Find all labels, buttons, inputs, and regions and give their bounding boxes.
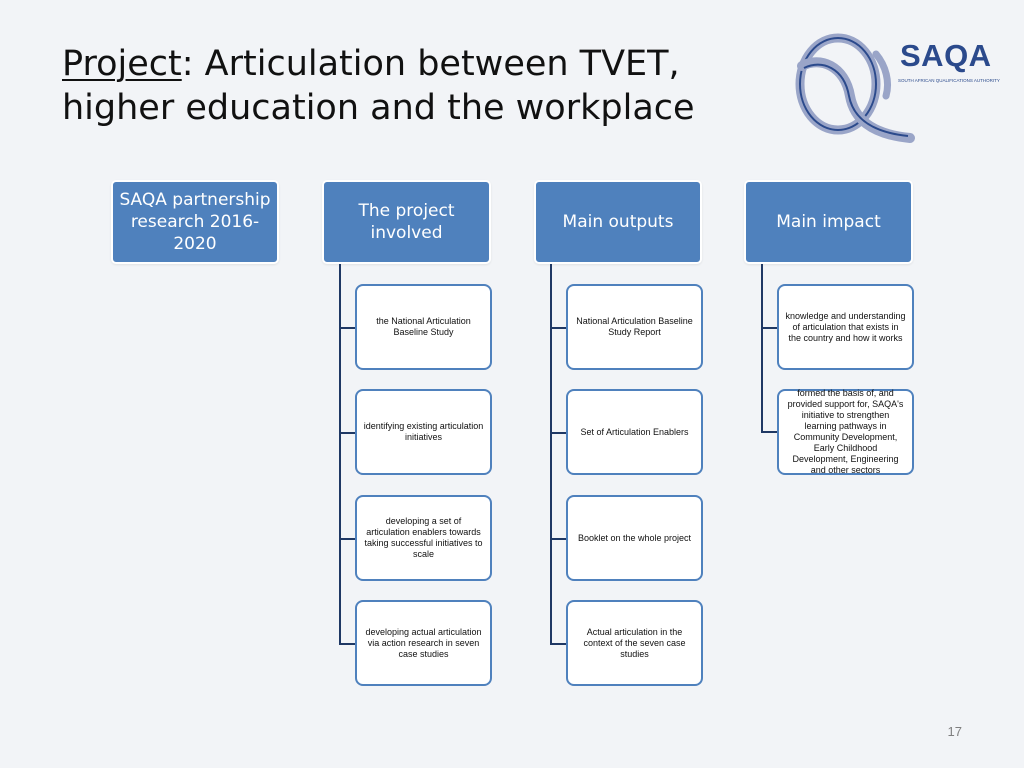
output-item-actual-articulation: Actual articulation in the context of the seven case studies [566, 600, 703, 686]
connector-branch [550, 538, 566, 540]
connector-branch [761, 431, 777, 433]
header-main-outputs: Main outputs [534, 180, 702, 264]
connector-branch [339, 643, 355, 645]
header-main-impact: Main impact [744, 180, 913, 264]
connector-branch [550, 432, 566, 434]
impact-item-knowledge: knowledge and understanding of articulation that exists in the country and how it works [777, 284, 914, 370]
logo-tagline: SOUTH AFRICAN QUALIFICATIONS AUTHORITY [898, 78, 1000, 83]
connector-vertical-project [339, 264, 341, 644]
header-saqa-partnership: SAQA partnership research 2016-2020 [111, 180, 279, 264]
project-item-developing-enablers: developing a set of articulation enablers towards taking successful initiatives to scale [355, 495, 492, 581]
slide-title [62, 42, 762, 130]
output-item-enablers: Set of Articulation Enablers [566, 389, 703, 475]
connector-branch [339, 327, 355, 329]
connector-vertical-impact [761, 264, 763, 433]
logo-wordmark: SAQA [900, 38, 992, 73]
slide-title-rest: : Articulation between TVET, higher education and the workplace [62, 44, 695, 128]
saqa-logo [790, 26, 1000, 150]
project-item-action-research: developing actual articulation via action research in seven case studies [355, 600, 492, 686]
connector-branch [339, 432, 355, 434]
connector-branch [761, 327, 777, 329]
slide-title-project: Project [62, 44, 182, 84]
project-item-identifying-initiatives: identifying existing articulation initiatives [355, 389, 492, 475]
output-item-booklet: Booklet on the whole project [566, 495, 703, 581]
page-number: 17 [947, 724, 962, 739]
connector-branch [339, 538, 355, 540]
project-item-baseline-study: the National Articulation Baseline Study [355, 284, 492, 370]
header-project-involved: The project involved [322, 180, 491, 264]
connector-vertical-outputs [550, 264, 552, 644]
connector-branch [550, 327, 566, 329]
impact-item-learning-pathways: formed the basis of, and provided support for, SAQA's initiative to strengthen learning pathways in Community Development, Early Childhood Development, Engineering and other sectors [777, 389, 914, 475]
output-item-baseline-report: National Articulation Baseline Study Report [566, 284, 703, 370]
connector-branch [550, 643, 566, 645]
